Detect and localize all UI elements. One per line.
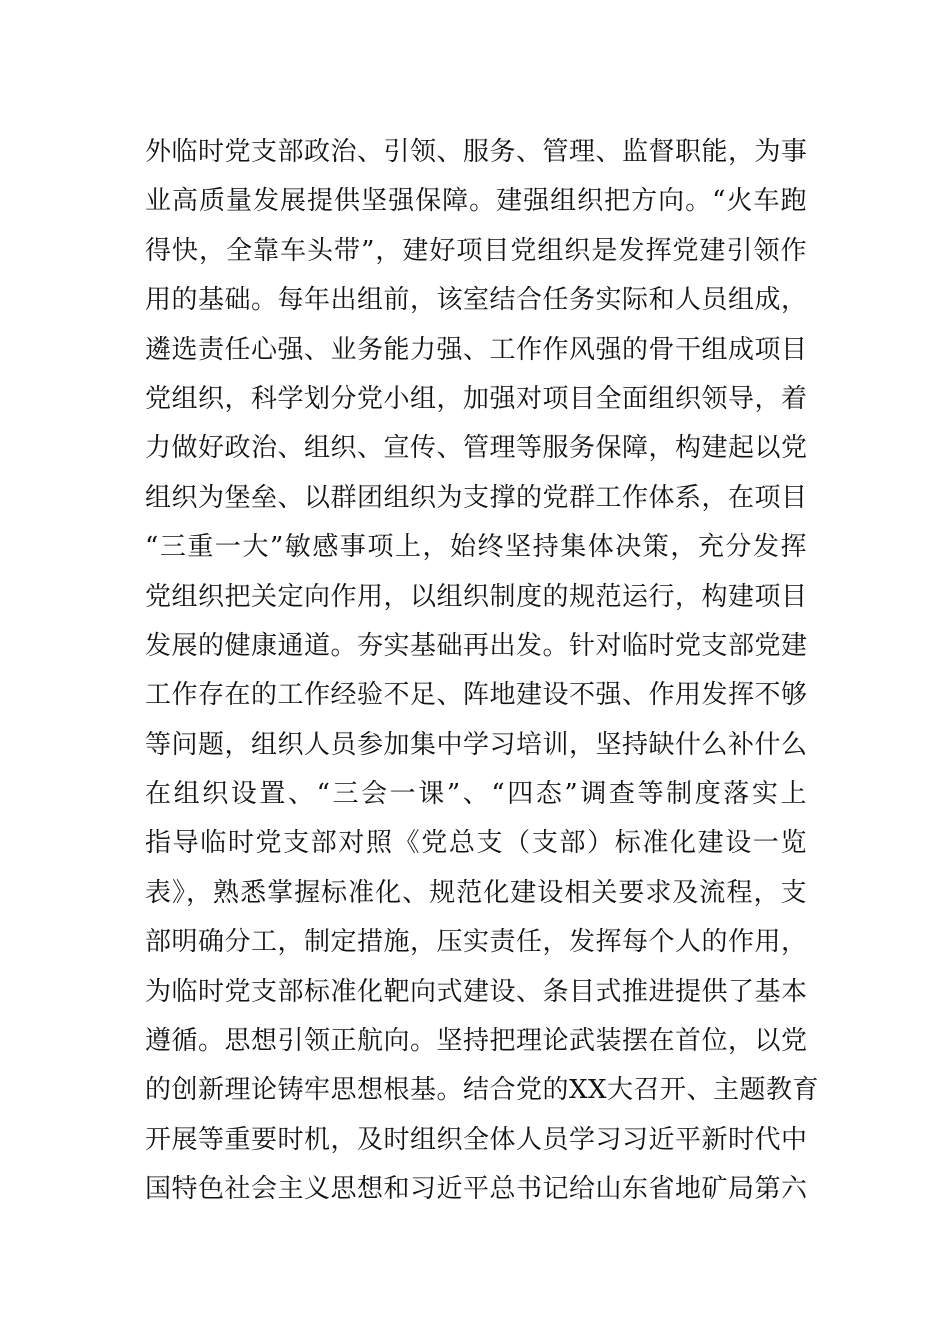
text-line: 为临时党支部标准化靶向式建设、条目式推进提供了基本 [145,976,808,1007]
text-line: 等问题，组织人员参加集中学习培训，坚持缺什么补什么 [145,729,808,760]
text-line: 遴选责任心强、业务能力强、工作作风强的骨干组成项目 [145,334,808,365]
text-line: “三重一大”敏感事项上，始终坚持集体决策，充分发挥 [145,532,807,563]
text-line: 用的基础。每年出组前，该室结合任务实际和人员组成， [145,285,808,316]
text-line: 国特色社会主义思想和习近平总书记给山东省地矿局第六 [145,1174,808,1205]
text-line: 党组织把关定向作用，以组织制度的规范运行，构建项目 [145,581,808,612]
text-line: 组织为堡垒、以群团组织为支撑的党群工作体系，在项目 [145,482,808,513]
text-line: 开展等重要时机，及时组织全体人员学习习近平新时代中 [145,1124,808,1155]
text-line: 指导临时党支部对照《党总支（支部）标准化建设一览 [145,828,807,859]
text-line: 的创新理论铸牢思想根基。结合党的XX大召开、主题教育 [145,1075,820,1106]
body-paragraph [145,128,820,1215]
text-line: 在组织设置、“三会一课”、“四态”调查等制度落实上 [145,779,807,810]
text-line: 发展的健康通道。夯实基础再出发。针对临时党支部党建 [145,630,808,661]
text-line: 得快，全靠车头带”，建好项目党组织是发挥党建引领作 [145,235,807,266]
text-line: 党组织，科学划分党小组，加强对项目全面组织领导，着 [145,383,808,414]
text-line: 业高质量发展提供坚强保障。建强组织把方向。“火车跑 [145,186,807,217]
text-line: 外临时党支部政治、引领、服务、管理、监督职能，为事 [145,137,808,167]
text-line: 遵循。思想引领正航向。坚持把理论武装摆在首位，以党 [145,1026,808,1057]
text-line: 部明确分工，制定措施，压实责任，发挥每个人的作用， [145,927,808,958]
text-line: 工作存在的工作经验不足、阵地建设不强、作用发挥不够 [145,680,808,711]
text-line: 力做好政治、组织、宣传、管理等服务保障，构建起以党 [145,433,808,464]
text-line: 表》，熟悉掌握标准化、规范化建设相关要求及流程，支 [145,877,807,908]
